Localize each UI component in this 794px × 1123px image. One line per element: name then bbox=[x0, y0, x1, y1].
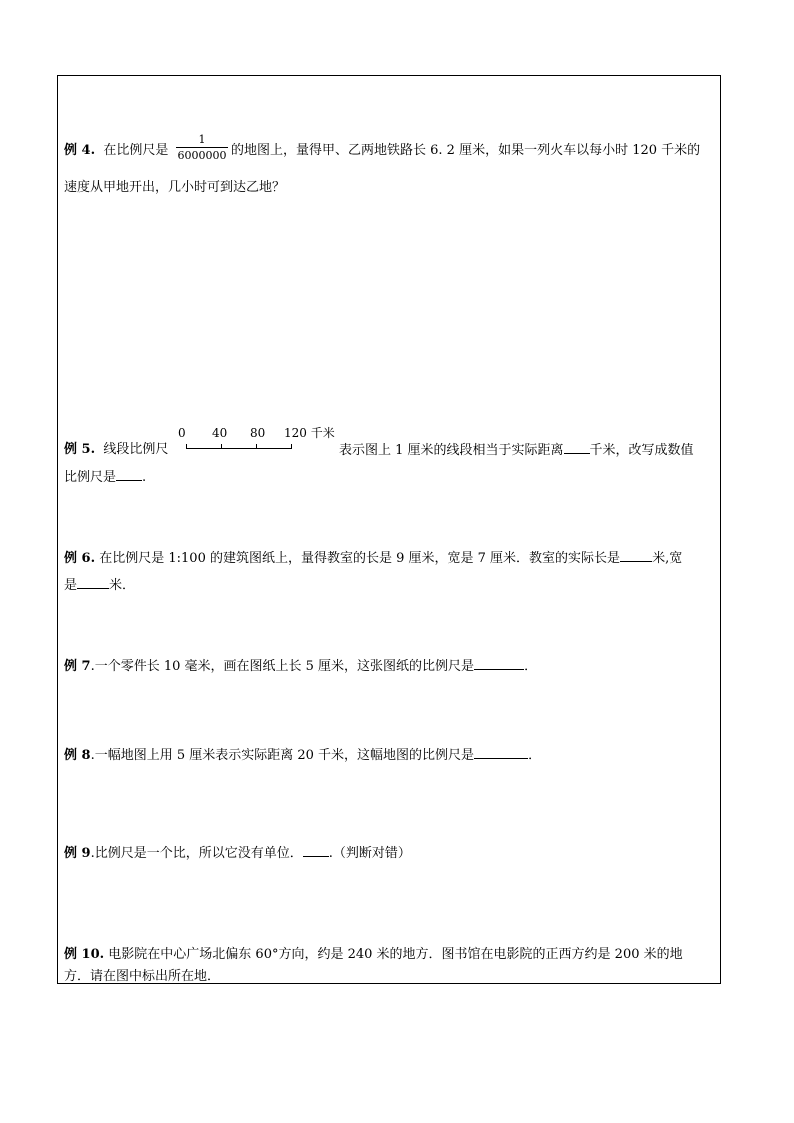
example-4-text-before-fraction: 在比例尺是 bbox=[103, 143, 169, 158]
example-10-line-1 bbox=[64, 946, 683, 964]
fraction-bar bbox=[176, 147, 228, 148]
fraction-numerator: 1 bbox=[198, 133, 206, 146]
line-scale-bar bbox=[178, 426, 338, 456]
example-5-text-1: 线段比例尺 bbox=[103, 442, 169, 457]
example-7-text: .一个零件长 10 毫米，画在图纸上长 5 厘米，这张图纸的比例尺是 bbox=[90, 659, 475, 674]
example-9-line bbox=[64, 844, 411, 863]
example-5-text-line-2: 比例尺是 bbox=[64, 470, 117, 485]
scale-label-0: 0 bbox=[178, 426, 186, 440]
example-10-label: 例 10. bbox=[64, 947, 105, 962]
scale-tick bbox=[256, 444, 257, 449]
example-4-line-1-cont bbox=[231, 142, 700, 160]
answer-blank bbox=[620, 549, 652, 562]
example-6-text-1: 在比例尺是 1:100 的建筑图纸上，量得教室的长是 9 厘米，宽是 7 厘米．教室的实际长是 bbox=[99, 551, 621, 566]
example-5-line-1-cont bbox=[339, 441, 694, 460]
example-4-text-after-fraction: 的地图上，量得甲、乙两地铁路长 6. 2 厘米，如果一列火车以每小时 120 千米的 bbox=[231, 143, 701, 158]
example-6-text-line-2b: 米． bbox=[109, 578, 136, 593]
scale-tick bbox=[221, 444, 222, 449]
example-9-end: .（判断对错） bbox=[328, 846, 411, 861]
example-4-label: 例 4. bbox=[64, 143, 96, 158]
example-8-label: 例 8 bbox=[64, 748, 91, 763]
example-8-end: ． bbox=[528, 748, 542, 763]
example-6-text-2: 米,宽 bbox=[652, 551, 683, 566]
scale-label-80: 80 bbox=[250, 426, 266, 440]
answer-blank bbox=[564, 441, 590, 454]
example-6-line-2 bbox=[64, 576, 135, 595]
answer-blank bbox=[474, 657, 524, 670]
example-6-label: 例 6. bbox=[64, 551, 96, 566]
example-10-text-2: 方．请在图中标出所在地． bbox=[64, 969, 221, 984]
scale-label-40: 40 bbox=[212, 426, 228, 440]
scale-fraction bbox=[176, 133, 228, 162]
example-8-text: .一幅地图上用 5 厘米表示实际距离 20 千米，这幅地图的比例尺是 bbox=[90, 748, 475, 763]
example-4-line-1 bbox=[64, 142, 168, 160]
scale-tick bbox=[186, 444, 187, 449]
scale-tick bbox=[291, 444, 292, 449]
example-9-label: 例 9 bbox=[64, 846, 91, 861]
scale-label-120: 120 千米 bbox=[284, 426, 335, 440]
example-6-text-line-2a: 是 bbox=[64, 578, 78, 593]
example-10-text-1: 电影院在中心广场北偏东 60°方向，约是 240 米的地方．图书馆在电影院的正西方约是 200 米的地 bbox=[108, 947, 683, 962]
example-6-line-1 bbox=[64, 549, 682, 568]
fraction-denominator: 6000000 bbox=[177, 149, 227, 162]
example-5-end: . bbox=[142, 470, 147, 485]
example-4-text-line-2: 速度从甲地开出，几小时可到达乙地？ bbox=[64, 180, 286, 195]
example-7-line bbox=[64, 657, 537, 676]
example-4-line-2 bbox=[64, 179, 285, 197]
example-5-label: 例 5. bbox=[64, 442, 96, 457]
example-5-line-1 bbox=[64, 441, 168, 459]
example-9-text: .比例尺是一个比，所以它没有单位． bbox=[90, 846, 303, 861]
example-8-line bbox=[64, 746, 541, 765]
example-5-line-2 bbox=[64, 468, 146, 487]
example-10-line-2 bbox=[64, 968, 220, 986]
example-7-end: ． bbox=[524, 659, 538, 674]
answer-blank bbox=[77, 576, 109, 589]
answer-blank bbox=[303, 844, 329, 857]
example-5-text-3: 千米，改写成数值 bbox=[589, 443, 694, 458]
example-5-text-2: 表示图上 1 厘米的线段相当于实际距离 bbox=[339, 443, 564, 458]
scale-line bbox=[186, 448, 291, 449]
answer-blank bbox=[116, 468, 142, 481]
example-7-label: 例 7 bbox=[64, 659, 91, 674]
answer-blank bbox=[474, 746, 528, 759]
